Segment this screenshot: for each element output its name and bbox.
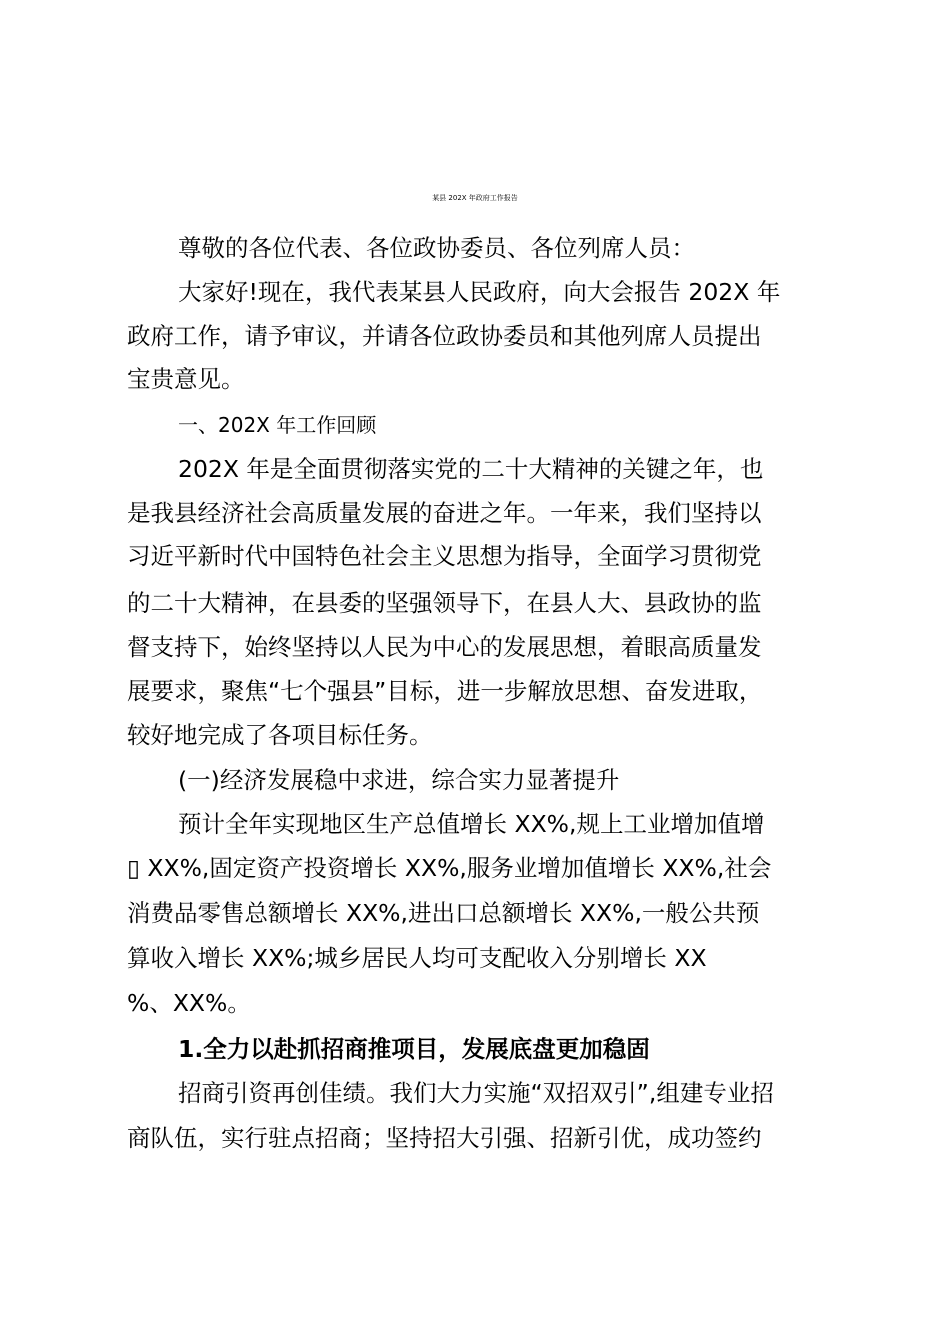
paragraph-line: 商队伍，实行驻点招商；坚持招大引强、招新引优，成功签约 [127, 1124, 762, 1152]
paragraph-line: %、XX%。 [127, 989, 251, 1017]
section-heading: 一、202X 年工作回顾 [178, 413, 377, 437]
paragraph-line: 算收入增长 XX%;城乡居民人均可支配收入分别增长 XX [127, 944, 707, 972]
paragraph-line: 是我县经济社会高质量发展的奋进之年。一年来，我们坚持以 [127, 499, 762, 527]
paragraph-line: 的二十大精神，在县委的坚强领导下，在县人大、县政协的监 [127, 589, 762, 617]
subsection-heading: (一)经济发展稳中求进，综合实力显著提升 [178, 766, 620, 794]
paragraph-line: 招商引资再创佳绩。我们大力实施“双招双引”,组建专业招 [178, 1079, 774, 1107]
paragraph-line: 消费品零售总额增长 XX%,进出口总额增长 XX%,一般公共预 [127, 899, 760, 927]
paragraph-line: 督支持下，始终坚持以人民为中心的发展思想，着眼高质量发 [127, 633, 762, 661]
salutation: 尊敬的各位代表、各位政协委员、各位列席人员： [178, 234, 695, 262]
intro-line: 大家好!现在，我代表某县人民政府，向大会报告 202X 年 [178, 278, 781, 306]
document-title: 某县 202X 年政府工作报告 [432, 194, 518, 202]
paragraph-line: 较好地完成了各项目标任务。 [127, 721, 433, 749]
paragraph-line: 预计全年实现地区生产总值增长 XX%,规上工业增加值增 [178, 810, 765, 838]
intro-line: 宝贵意见。 [127, 365, 245, 393]
intro-line: 政府工作，请予审议，并请各位政协委员和其他列席人员提出 [127, 322, 762, 350]
item-heading: 1.全力以赴抓招商推项目，发展底盘更加稳固 [178, 1035, 650, 1063]
paragraph-line: 展要求，聚焦“七个强县”目标，进一步解放思想、奋发进取， [127, 677, 763, 705]
paragraph-line: 习近平新时代中国特色社会主义思想为指导，全面学习贯彻党 [127, 542, 762, 570]
paragraph-line: 202X 年是全面贯彻落实党的二十大精神的关键之年，也 [178, 455, 764, 483]
paragraph-line: ▯ XX%,固定资产投资增长 XX%,服务业增加值增长 XX%,社会 [127, 854, 772, 882]
